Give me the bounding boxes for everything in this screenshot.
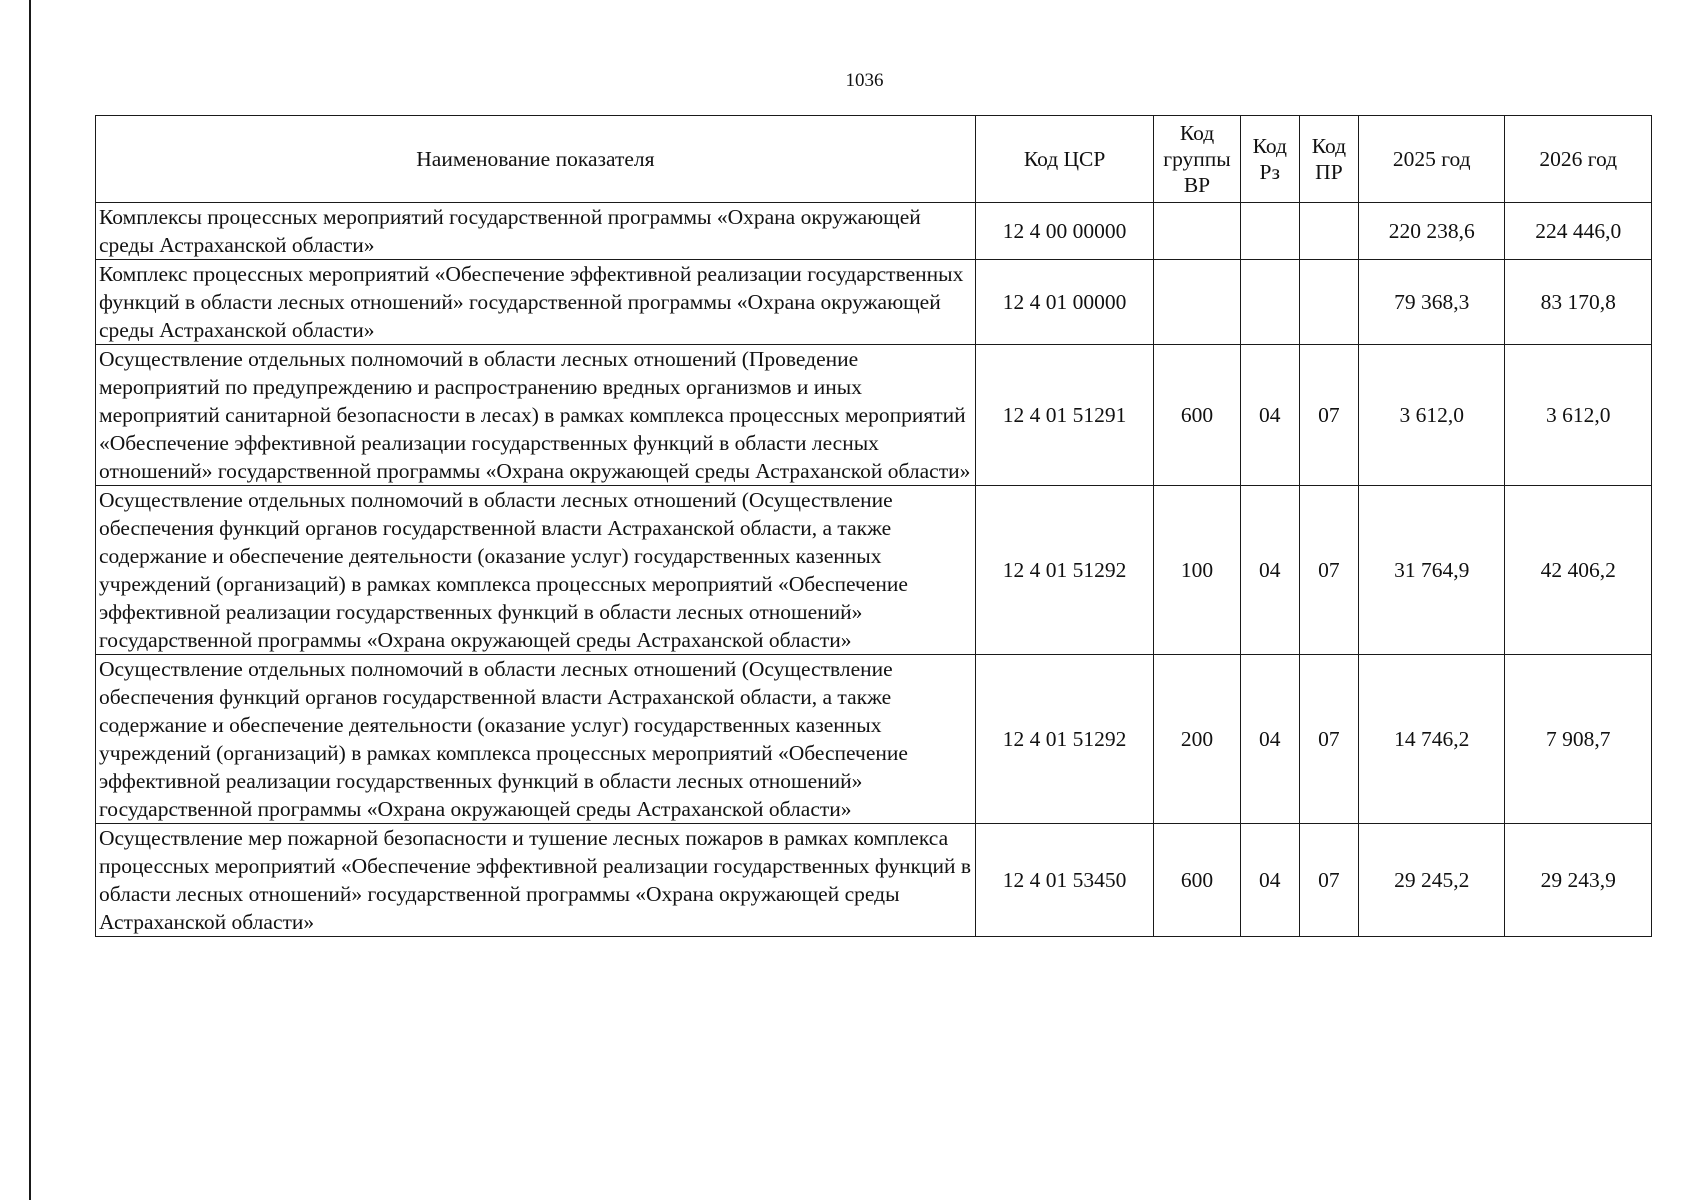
- row-pr: 07: [1299, 345, 1358, 486]
- row-value-2026: 29 243,9: [1505, 824, 1652, 937]
- row-value-2026: 224 446,0: [1505, 203, 1652, 260]
- row-pr: [1299, 260, 1358, 345]
- budget-table: [95, 115, 1652, 937]
- row-name: Комплекс процессных мероприятий «Обеспечение эффективной реализации государственных функций в области лесных отношений» государственной программы «Охрана окружающей среды Астраханской области»: [96, 260, 976, 345]
- row-pr: [1299, 203, 1358, 260]
- header-vr-line2: группы: [1163, 147, 1231, 171]
- row-vr: 600: [1154, 824, 1240, 937]
- row-csr: 12 4 01 51292: [975, 655, 1154, 824]
- row-value-2025: 220 238,6: [1359, 203, 1505, 260]
- table-row: [96, 345, 1652, 486]
- row-csr: 12 4 00 00000: [975, 203, 1154, 260]
- header-rz-line2: Рз: [1259, 160, 1280, 184]
- row-value-2026: 3 612,0: [1505, 345, 1652, 486]
- header-row: [96, 116, 1652, 203]
- row-value-2026: 42 406,2: [1505, 486, 1652, 655]
- row-csr: 12 4 01 00000: [975, 260, 1154, 345]
- table-row: [96, 260, 1652, 345]
- header-name: Наименование показателя: [96, 116, 976, 203]
- header-pr: [1299, 116, 1358, 203]
- header-vr-line3: ВР: [1183, 173, 1211, 197]
- header-year-2026: 2026 год: [1505, 116, 1652, 203]
- row-value-2025: 29 245,2: [1359, 824, 1505, 937]
- row-value-2025: 79 368,3: [1359, 260, 1505, 345]
- header-rz: [1240, 116, 1299, 203]
- row-csr: 12 4 01 51291: [975, 345, 1154, 486]
- header-vr: [1154, 116, 1240, 203]
- row-name: Осуществление мер пожарной безопасности и тушение лесных пожаров в рамках комплекса процессных мероприятий «Обеспечение эффективной реализации государственных функций в области лесных отношений» государственной программы «Охрана окружающей среды Астраханской области»: [96, 824, 976, 937]
- row-rz: 04: [1240, 824, 1299, 937]
- row-pr: 07: [1299, 824, 1358, 937]
- table-row: [96, 655, 1652, 824]
- header-pr-line2: ПР: [1315, 160, 1343, 184]
- row-pr: 07: [1299, 655, 1358, 824]
- row-name: Осуществление отдельных полномочий в области лесных отношений (Проведение мероприятий по предупреждению и распространению вредных организмов и иных мероприятий санитарной безопасности в лесах) в рамках комплекса процессных мероприятий «Обеспечение эффективной реализации государственных функций в области лесных отношений» государственной программы «Охрана окружающей среды Астраханской области»: [96, 345, 976, 486]
- table-row: [96, 486, 1652, 655]
- row-value-2026: 83 170,8: [1505, 260, 1652, 345]
- table-row: [96, 203, 1652, 260]
- binding-edge-line: [29, 0, 31, 1200]
- header-vr-line1: Код: [1179, 121, 1215, 145]
- row-rz: [1240, 203, 1299, 260]
- row-name: Осуществление отдельных полномочий в области лесных отношений (Осуществление обеспечения функций органов государственной власти Астраханской области, а также содержание и обеспечение деятельности (оказание услуг) государственных казенных учреждений (организаций) в рамках комплекса процессных мероприятий «Обеспечение эффективной реализации государственных функций в области лесных отношений» государственной программы «Охрана окружающей среды Астраханской области»: [96, 486, 976, 655]
- row-csr: 12 4 01 53450: [975, 824, 1154, 937]
- header-csr: Код ЦСР: [975, 116, 1154, 203]
- row-pr: 07: [1299, 486, 1358, 655]
- row-name: Осуществление отдельных полномочий в области лесных отношений (Осуществление обеспечения функций органов государственной власти Астраханской области, а также содержание и обеспечение деятельности (оказание услуг) государственных казенных учреждений (организаций) в рамках комплекса процессных мероприятий «Обеспечение эффективной реализации государственных функций в области лесных отношений» государственной программы «Охрана окружающей среды Астраханской области»: [96, 655, 976, 824]
- header-rz-line1: Код: [1252, 134, 1287, 158]
- row-rz: 04: [1240, 345, 1299, 486]
- row-vr: 600: [1154, 345, 1240, 486]
- header-pr-line1: Код: [1311, 134, 1347, 158]
- row-vr: 200: [1154, 655, 1240, 824]
- page-number: 1036: [845, 70, 884, 91]
- table-header: [96, 116, 1652, 203]
- row-value-2025: 3 612,0: [1359, 345, 1505, 486]
- row-vr: [1154, 203, 1240, 260]
- row-csr: 12 4 01 51292: [975, 486, 1154, 655]
- row-rz: 04: [1240, 486, 1299, 655]
- table-row: [96, 824, 1652, 937]
- row-name: Комплексы процессных мероприятий государственной программы «Охрана окружающей среды Астраханской области»: [96, 203, 976, 260]
- row-vr: 100: [1154, 486, 1240, 655]
- row-rz: [1240, 260, 1299, 345]
- table-body: [96, 203, 1652, 937]
- header-year-2025: 2025 год: [1359, 116, 1505, 203]
- row-vr: [1154, 260, 1240, 345]
- row-value-2025: 14 746,2: [1359, 655, 1505, 824]
- row-rz: 04: [1240, 655, 1299, 824]
- row-value-2025: 31 764,9: [1359, 486, 1505, 655]
- row-value-2026: 7 908,7: [1505, 655, 1652, 824]
